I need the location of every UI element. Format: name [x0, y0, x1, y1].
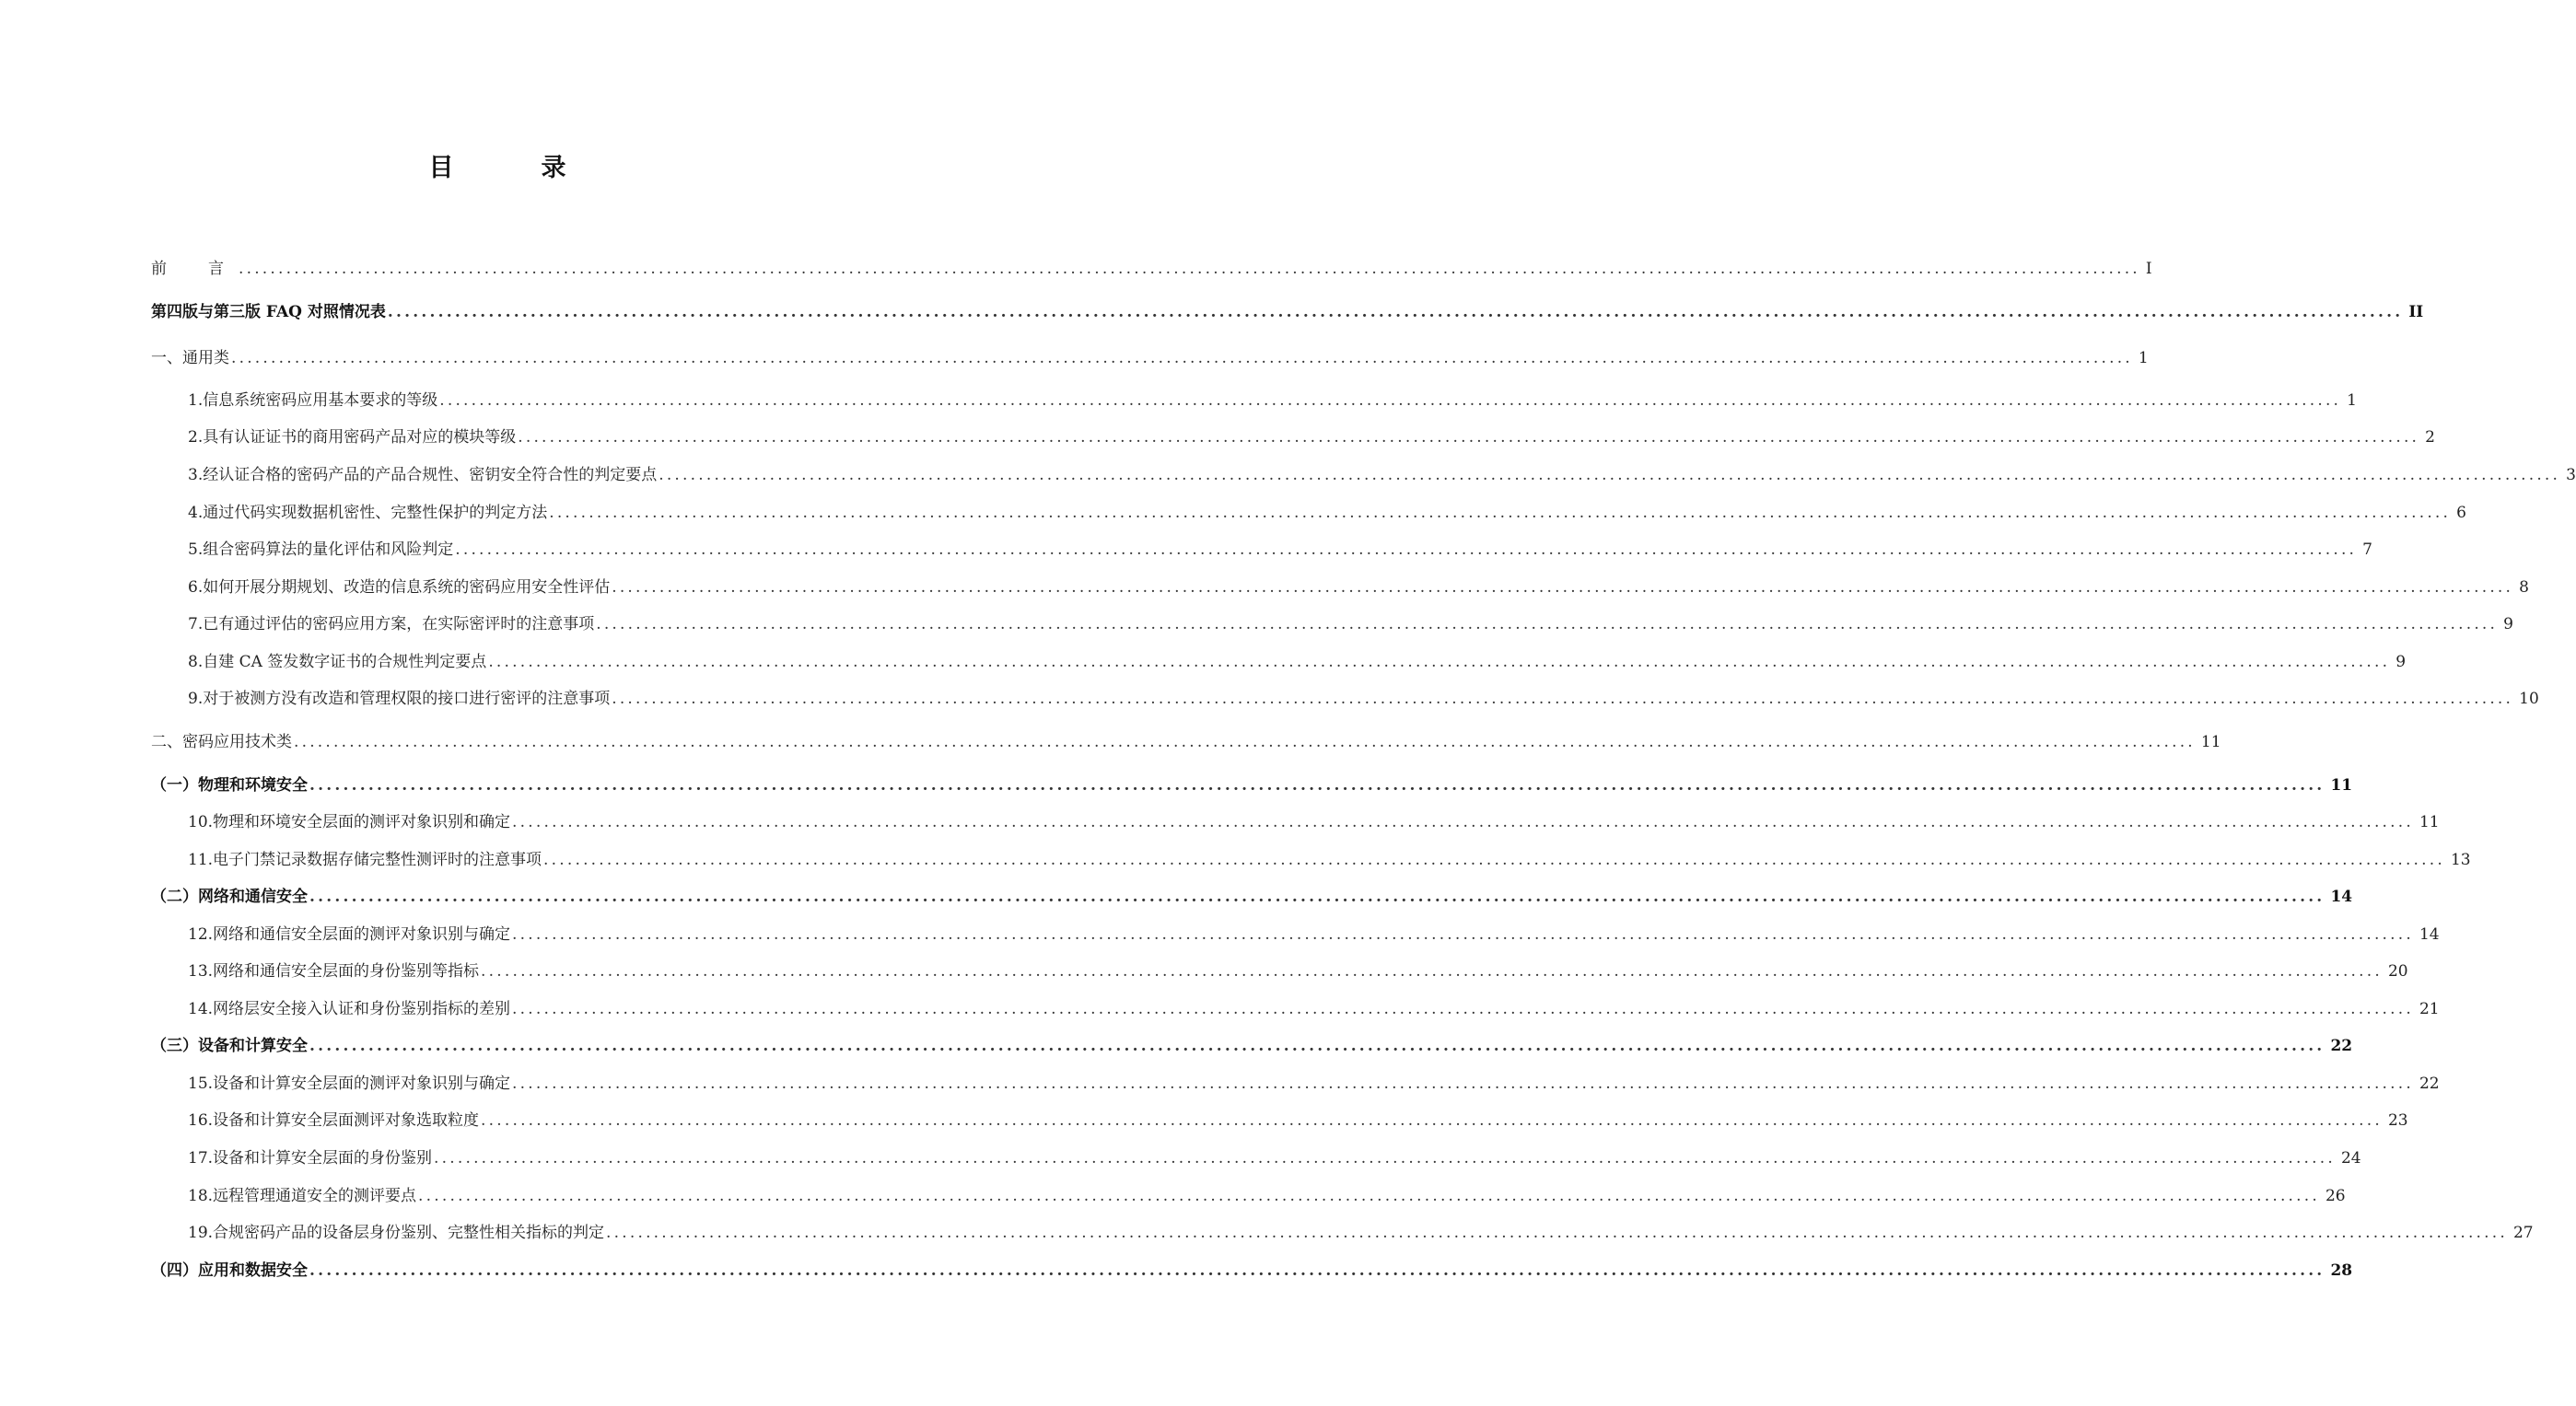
- toc-entry-item[interactable]: [188, 849, 2471, 871]
- toc-entry-item[interactable]: [188, 924, 2440, 946]
- dot-leader: ................................................................................................................................................................................................................................................: [294, 733, 2196, 751]
- toc-page-number: 10: [2519, 690, 2539, 708]
- toc-entry-title: 一、通用类: [151, 349, 229, 367]
- toc-entry-subsection[interactable]: [151, 886, 2353, 908]
- toc-page-number: 3: [2566, 466, 2576, 484]
- toc-page-number: I: [2145, 260, 2152, 278]
- toc-entry-item[interactable]: [188, 688, 2539, 710]
- toc-entry-item[interactable]: [188, 464, 2576, 486]
- toc-entry-title: 18.远程管理通道安全的测评要点: [188, 1187, 417, 1205]
- dot-leader: ................................................................................................................................................................................................................................................: [659, 466, 2561, 484]
- toc-entry-title: 10.物理和环境安全层面的测评对象识别和确定: [188, 813, 511, 831]
- toc-page-number: 14: [2419, 925, 2440, 944]
- page-title: 目 录: [428, 154, 598, 182]
- toc-entry-title: 19.合规密码产品的设备层身份鉴别、完整性相关指标的判定: [188, 1224, 605, 1242]
- toc-entry-title: 6.如何开展分期规划、改造的信息系统的密码应用安全性评估: [188, 578, 611, 597]
- dot-leader: ................................................................................................................................................................................................................................................: [231, 349, 2133, 367]
- toc-entry-title: 1.信息系统密码应用基本要求的等级: [188, 391, 438, 410]
- toc-page-number: 26: [2325, 1187, 2346, 1205]
- toc-page-number: 1: [2138, 349, 2149, 367]
- toc-page-number: 9: [2503, 615, 2513, 633]
- toc-page-number: 23: [2387, 1111, 2408, 1130]
- toc-entry-item[interactable]: [188, 960, 2408, 982]
- dot-leader: ................................................................................................................................................................................................................................................: [612, 578, 2514, 597]
- toc-entry-title: （三）设备和计算安全: [151, 1037, 308, 1055]
- toc-page-number: 2: [2425, 428, 2435, 447]
- toc-page-number: 28: [2330, 1261, 2353, 1280]
- toc-page-number: 27: [2512, 1224, 2534, 1242]
- toc-entry-item[interactable]: [188, 389, 2357, 412]
- toc-page-number: 13: [2450, 851, 2471, 869]
- toc-page-number: 6: [2456, 504, 2466, 522]
- toc-entry-title: 前 言: [151, 260, 237, 278]
- toc-page-number: 11: [2200, 733, 2221, 751]
- toc-entry-title: 4.通过代码实现数据机密性、完整性保护的判定方法: [188, 504, 548, 522]
- toc-entry-item[interactable]: [188, 613, 2513, 635]
- toc-entry-subsection[interactable]: [151, 1260, 2353, 1282]
- toc-entry-title: （四）应用和数据安全: [151, 1261, 308, 1280]
- toc-page-number: 11: [2330, 776, 2353, 795]
- toc-entry-title: 7.已有通过评估的密码应用方案，在实际密评时的注意事项: [188, 615, 595, 633]
- toc-entry-title: 第四版与第三版 FAQ 对照情况表: [151, 303, 386, 321]
- dot-leader: ................................................................................................................................................................................................................................................: [512, 925, 2414, 944]
- dot-leader: ................................................................................................................................................................................................................................................: [606, 1224, 2508, 1242]
- dot-leader: ................................................................................................................................................................................................................................................: [309, 776, 2325, 795]
- dot-leader: ................................................................................................................................................................................................................................................: [518, 428, 2420, 447]
- toc-entry-title: （一）物理和环境安全: [151, 776, 308, 795]
- toc-entry-title: 3.经认证合格的密码产品的产品合规性、密钥安全符合性的判定要点: [188, 466, 658, 484]
- toc-entry-subsection[interactable]: [151, 774, 2353, 796]
- toc-entry-item[interactable]: [188, 576, 2529, 598]
- dot-leader: ................................................................................................................................................................................................................................................: [418, 1187, 2320, 1205]
- dot-leader: ................................................................................................................................................................................................................................................: [612, 690, 2514, 708]
- toc-page-number: 22: [2419, 1075, 2440, 1093]
- dot-leader: ................................................................................................................................................................................................................................................: [481, 1111, 2383, 1130]
- toc-entry-title: 9.对于被测方没有改造和管理权限的接口进行密评的注意事项: [188, 690, 611, 708]
- toc-entry-preface[interactable]: [151, 258, 2152, 280]
- toc-page-number: 22: [2330, 1037, 2353, 1055]
- toc-entry-title: 5.组合密码算法的量化评估和风险判定: [188, 540, 454, 559]
- toc-entry-item[interactable]: [188, 502, 2466, 524]
- toc-entry-section-general[interactable]: [151, 347, 2149, 369]
- toc-entry-title: 11.电子门禁记录数据存储完整性测评时的注意事项: [188, 851, 542, 869]
- dot-leader: ................................................................................................................................................................................................................................................: [481, 962, 2383, 981]
- dot-leader: ................................................................................................................................................................................................................................................: [239, 260, 2140, 278]
- toc-page-number: 11: [2419, 813, 2440, 831]
- dot-leader: ................................................................................................................................................................................................................................................: [439, 391, 2342, 410]
- dot-leader: ................................................................................................................................................................................................................................................: [455, 540, 2358, 559]
- dot-leader: ................................................................................................................................................................................................................................................: [309, 1261, 2325, 1280]
- dot-leader: ................................................................................................................................................................................................................................................: [387, 303, 2404, 321]
- toc-entry-item[interactable]: [188, 998, 2440, 1020]
- toc-entry-title: 8.自建 CA 签发数字证书的合规性判定要点: [188, 653, 487, 671]
- toc-entry-subsection[interactable]: [151, 1035, 2353, 1057]
- toc-entry-title: 16.设备和计算安全层面测评对象选取粒度: [188, 1111, 480, 1130]
- toc-entry-section-crypto-tech[interactable]: [151, 731, 2221, 753]
- toc-entry-title: 2.具有认证证书的商用密码产品对应的模块等级: [188, 428, 517, 447]
- toc-entry-title: 17.设备和计算安全层面的身份鉴别: [188, 1149, 433, 1168]
- toc-entry-title: （二）网络和通信安全: [151, 888, 308, 906]
- dot-leader: ................................................................................................................................................................................................................................................: [488, 653, 2391, 671]
- toc-entry-faq-comparison[interactable]: [151, 301, 2424, 323]
- toc-entry-item[interactable]: [188, 1222, 2534, 1244]
- dot-leader: ................................................................................................................................................................................................................................................: [309, 1037, 2325, 1055]
- toc-entry-title: 15.设备和计算安全层面的测评对象识别与确定: [188, 1075, 511, 1093]
- toc-page-number: 1: [2347, 391, 2357, 410]
- toc-entry-title: 12.网络和通信安全层面的测评对象识别与确定: [188, 925, 511, 944]
- toc-entry-item[interactable]: [188, 1185, 2346, 1207]
- toc-page-number: II: [2408, 303, 2424, 321]
- dot-leader: ................................................................................................................................................................................................................................................: [309, 888, 2325, 906]
- toc-entry-item[interactable]: [188, 426, 2435, 448]
- toc-page-number: 9: [2395, 653, 2407, 671]
- toc-entry-item[interactable]: [188, 811, 2440, 833]
- dot-leader: ................................................................................................................................................................................................................................................: [434, 1149, 2336, 1168]
- toc-entry-item[interactable]: [188, 539, 2372, 561]
- toc-page-number: 8: [2519, 578, 2529, 597]
- toc-page-number: 20: [2387, 962, 2408, 981]
- toc-entry-item[interactable]: [188, 651, 2407, 673]
- toc-entry-title: 14.网络层安全接入认证和身份鉴别指标的差别: [188, 1000, 511, 1018]
- toc-entry-item[interactable]: [188, 1147, 2361, 1169]
- dot-leader: ................................................................................................................................................................................................................................................: [512, 813, 2414, 831]
- toc-entry-item[interactable]: [188, 1110, 2408, 1132]
- dot-leader: ................................................................................................................................................................................................................................................: [512, 1075, 2414, 1093]
- toc-page-number: 21: [2419, 1000, 2440, 1018]
- toc-page-number: 7: [2362, 540, 2372, 559]
- toc-entry-item[interactable]: [188, 1073, 2440, 1095]
- toc-entry-title: 二、密码应用技术类: [151, 733, 292, 751]
- dot-leader: ................................................................................................................................................................................................................................................: [549, 504, 2452, 522]
- dot-leader: ................................................................................................................................................................................................................................................: [596, 615, 2499, 633]
- toc-page-number: 14: [2330, 888, 2353, 906]
- toc-page-number: 24: [2340, 1149, 2361, 1168]
- dot-leader: ................................................................................................................................................................................................................................................: [543, 851, 2445, 869]
- dot-leader: ................................................................................................................................................................................................................................................: [512, 1000, 2414, 1018]
- toc-entry-title: 13.网络和通信安全层面的身份鉴别等指标: [188, 962, 480, 981]
